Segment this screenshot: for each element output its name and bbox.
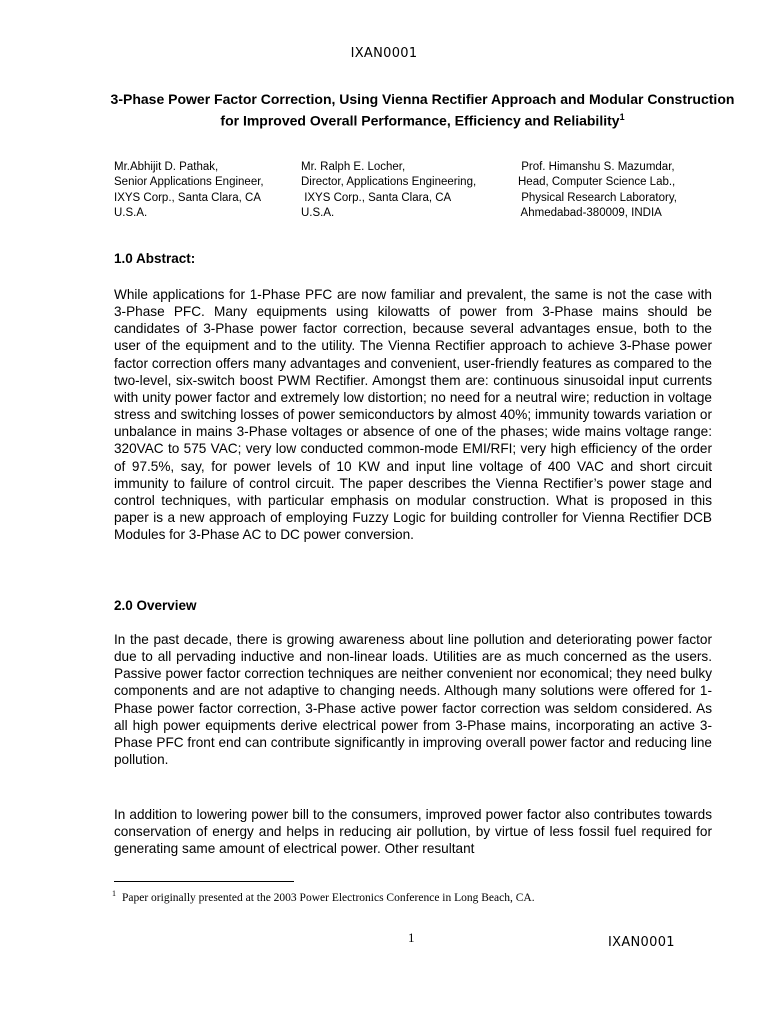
author-block-1 <box>114 160 304 221</box>
overview-paragraph-2: In addition to lowering power bill to the consumers, improved power factor also contributes towards conservation of energy and helps in reducing air pollution, by virtue of less fossil fuel required for generating same amount of electrical power. Other resultant <box>114 807 712 857</box>
author-role: Senior Applications Engineer, <box>114 176 264 189</box>
footnote-text: Paper originally presented at the 2003 Power Electronics Conference in Long Beach, CA. <box>122 891 535 904</box>
author-name: Mr.Abhijit D. Pathak, <box>114 161 219 173</box>
footnote-divider <box>114 881 294 882</box>
author-organization: Physical Research Laboratory, <box>518 191 677 204</box>
paper-title <box>100 90 745 130</box>
overview-heading: 2.0 Overview <box>114 598 197 613</box>
author-organization: IXYS Corp., Santa Clara, CA <box>301 191 452 204</box>
author-name: Prof. Himanshu S. Mazumdar, <box>518 161 675 173</box>
author-role: Head, Computer Science Lab., <box>518 176 676 189</box>
abstract-paragraph: While applications for 1-Phase PFC are now familiar and prevalent, the same is not the case with 3-Phase PFC. Many equipments using kilowatts of power from 3-Phase mains should be candidates of 3-Phase power factor correction, because several advantages ensue, both to the user of the equipment and to the utility. The Vienna Rectifier approach to achieve 3-Phase power factor correction offers many advantages and convenient, user-friendly features as compared to the two-level, six-switch boost PWM Rectifier. Amongst them are: continuous sinusoidal input currents with unity power factor and extremely low distortion; no need for a neutral wire; reduction in voltage stress and switching losses of power semiconductors by almost 40%; immunity towards variation or unbalance in mains 3-Phase voltages or absence of one of the phases; wide mains voltage range: 320VAC to 575 VAC; very low conducted common-mode EMI/RFI; very high efficiency of the order of 97.5%, say, for power levels of 10 KW and input line voltage of 400 VAC and short circuit immunity to failure of control circuit. The paper describes the Vienna Rectifier’s power stage and control techniques, with particular emphasis on modular construction. What is proposed in this paper is a new approach of employing Fuzzy Logic for building controller for Vienna Rectifier DCB Modules for 3-Phase AC to DC power conversion. <box>114 287 712 543</box>
author-block-2 <box>301 160 511 221</box>
footnote-mark: 1 <box>112 889 116 898</box>
paper-title-text: 3-Phase Power Factor Correction, Using Vienna Rectifier Approach and Modular Construction for Improved Overall Performance, Efficiency and Reliability <box>110 91 735 129</box>
author-location: U.S.A. <box>301 206 335 219</box>
author-location: Ahmedabad-380009, INDIA <box>518 206 662 219</box>
overview-paragraph-1: In the past decade, there is growing awareness about line pollution and deteriorating power factor due to all pervading inductive and non-linear loads. Utilities are as much concerned as the users. Passive power factor correction techniques are neither convenient nor economical; they need bulky components and are not adaptive to changing needs. Although many solutions were offered for 1-Phase power factor correction, 3-Phase active power factor correction was seldom considered. As all high power equipments derive electrical power from 3-Phase mains, incorporating an active 3-Phase PFC front end can contribute significantly in improving overall power factor and reducing line pollution. <box>114 632 712 768</box>
author-organization: IXYS Corp., Santa Clara, CA <box>114 191 262 204</box>
title-footnote-mark: 1 <box>619 112 625 122</box>
header-document-id: IXAN0001 <box>350 46 418 61</box>
author-block-3 <box>518 160 728 221</box>
author-role: Director, Applications Engineering, <box>301 176 477 189</box>
page-number: 1 <box>408 930 415 945</box>
abstract-heading: 1.0 Abstract: <box>114 251 196 266</box>
author-name: Mr. Ralph E. Locher, <box>301 161 406 173</box>
footnote <box>112 889 535 904</box>
footer-document-id: IXAN0001 <box>608 935 675 950</box>
author-location: U.S.A. <box>114 206 148 219</box>
